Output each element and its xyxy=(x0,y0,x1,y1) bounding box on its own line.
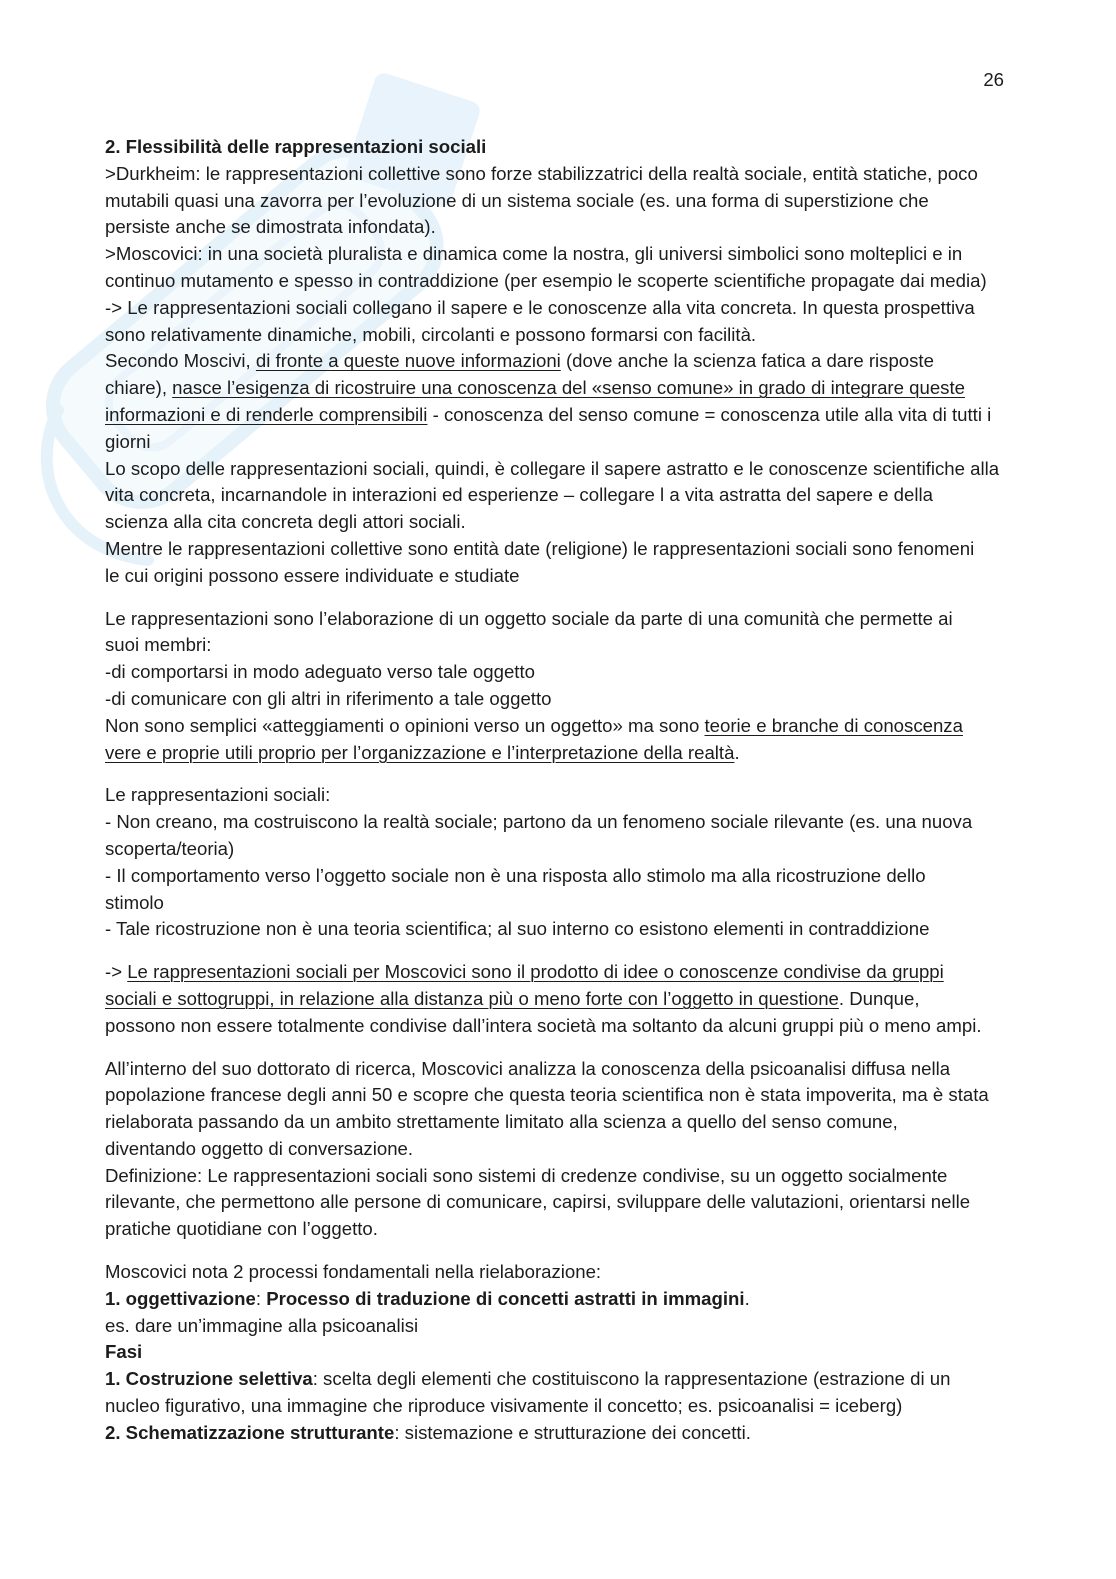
text-segment: Le rappresentazioni sociali: xyxy=(105,784,331,806)
text-line xyxy=(105,536,1025,563)
text-line xyxy=(105,659,1025,686)
text-segment: : sistemazione e strutturazione dei concetti. xyxy=(394,1421,751,1443)
text-line xyxy=(105,1286,1025,1313)
text-line xyxy=(105,959,1025,986)
text-line xyxy=(105,809,1025,836)
text-line xyxy=(105,161,1025,188)
text-segment: continuo mutamento e spesso in contraddizione (per esempio le scoperte scientifiche propagate dai media) xyxy=(105,269,987,291)
text-segment: -di comunicare con gli altri in riferimento a tale oggetto xyxy=(105,687,552,709)
paragraph xyxy=(105,1056,1025,1244)
text-segment: -> Le rappresentazioni sociali collegano il sapere e le conoscenze alla vita concreta. In questa prospettiva xyxy=(105,296,975,318)
text-line xyxy=(105,1109,1025,1136)
text-segment: Mentre le rappresentazioni collettive sono entità date (religione) le rappresentazioni sociali sono fenomeni xyxy=(105,537,975,559)
text-line xyxy=(105,1216,1025,1243)
paragraph xyxy=(105,606,1025,767)
text-line xyxy=(105,241,1025,268)
text-segment: persiste anche se dimostrata infondata). xyxy=(105,216,436,238)
text-line xyxy=(105,1136,1025,1163)
text-segment: sono relativamente dinamiche, mobili, circolanti e possono formarsi con facilità. xyxy=(105,323,757,345)
text-segment: vita concreta, incarnandole in interazioni ed esperienze – collegare l a vita astratta del sapere e della xyxy=(105,484,933,506)
text-line xyxy=(105,1189,1025,1216)
text-segment: rielaborata passando da un ambito strettamente limitato alla scienza a quello del senso comune, xyxy=(105,1111,898,1133)
text-line xyxy=(105,890,1025,917)
text-line xyxy=(105,1056,1025,1083)
text-line xyxy=(105,563,1025,590)
text-segment: -> xyxy=(105,961,128,983)
text-line xyxy=(105,986,1025,1013)
text-line xyxy=(105,606,1025,633)
underlined-text: Le rappresentazioni sociali per Moscovici sono il prodotto di idee o conoscenze condivise da gruppi xyxy=(127,961,944,983)
text-segment: Moscovici nota 2 processi fondamentali nella rielaborazione: xyxy=(105,1261,602,1283)
text-segment: . xyxy=(734,741,740,763)
page-number: 26 xyxy=(983,69,1004,90)
text-line xyxy=(105,375,1025,402)
text-segment: (dove anche la scienza fatica a dare risposte xyxy=(560,350,934,372)
text-segment: suoi membri: xyxy=(105,634,212,656)
text-line xyxy=(105,740,1025,767)
text-segment: : xyxy=(255,1287,267,1309)
text-segment: All’interno del suo dottorato di ricerca, Moscovici analizza la conoscenza della psicoanalisi diffusa nella xyxy=(105,1057,951,1079)
text-segment: stimolo xyxy=(105,891,164,913)
underlined-text: teorie e branche di conoscenza xyxy=(704,714,963,736)
text-line xyxy=(105,1082,1025,1109)
underlined-text: vere e proprie utili proprio per l’organizzazione e l’interpretazione della realtà xyxy=(105,741,735,763)
text-line xyxy=(105,1013,1025,1040)
text-line xyxy=(105,863,1025,890)
text-line xyxy=(105,402,1025,429)
text-segment: rilevante, che permettono alle persone di comunicare, capirsi, sviluppare delle valutazioni, orientarsi nelle xyxy=(105,1191,971,1213)
bold-text: 1. oggettivazione xyxy=(105,1287,256,1309)
text-line xyxy=(105,916,1025,943)
text-segment: >Durkheim: le rappresentazioni collettive sono forze stabilizzatrici della realtà sociale, entità statiche, poco xyxy=(105,162,978,184)
text-segment: Definizione: Le rappresentazioni sociali sono sistemi di credenze condivise, su un oggetto socialmente xyxy=(105,1164,948,1186)
text-segment: Secondo Moscivi, xyxy=(105,350,256,372)
text-line xyxy=(105,1339,1025,1366)
bold-text: 1. Costruzione selettiva xyxy=(105,1368,313,1390)
text-segment: scienza alla cita concreta degli attori sociali. xyxy=(105,511,466,533)
underlined-text: nasce l’esigenza di ricostruire una conoscenza del «senso comune» in grado di integrare queste xyxy=(172,377,965,399)
paragraph xyxy=(105,161,1025,590)
text-segment: Non sono semplici «atteggiamenti o opinioni verso un oggetto» ma sono xyxy=(105,714,705,736)
underlined-text: informazioni e di renderle comprensibili xyxy=(105,403,428,425)
text-segment: - Non creano, ma costruiscono la realtà sociale; partono da un fenomeno sociale rilevante (es. una nuova xyxy=(105,811,973,833)
text-line xyxy=(105,188,1025,215)
text-line xyxy=(105,836,1025,863)
text-line xyxy=(105,632,1025,659)
text-line xyxy=(105,322,1025,349)
text-segment: - conoscenza del senso comune = conoscenza utile alla vita di tutti i xyxy=(427,403,992,425)
text-segment: es. dare un’immagine alla psicoanalisi xyxy=(105,1314,419,1336)
bold-text: 2. Schematizzazione strutturante xyxy=(105,1421,395,1443)
text-segment: chiare), xyxy=(105,377,173,399)
text-segment: - Tale ricostruzione non è una teoria scientifica; al suo interno co esistono elementi in contraddizione xyxy=(105,918,930,940)
text-line xyxy=(105,295,1025,322)
text-segment: nucleo figurativo, una immagine che riproduce visivamente il concetto; es. psicoanalisi = iceberg) xyxy=(105,1395,903,1417)
paragraph xyxy=(105,959,1025,1039)
paragraph xyxy=(105,782,1025,943)
text-segment: . Dunque, xyxy=(838,987,920,1009)
text-line xyxy=(105,348,1025,375)
text-line xyxy=(105,509,1025,536)
text-segment: -di comportarsi in modo adeguato verso tale oggetto xyxy=(105,661,535,683)
text-line xyxy=(105,429,1025,456)
text-segment: giorni xyxy=(105,430,151,452)
text-line xyxy=(105,1259,1025,1286)
text-segment: Le rappresentazioni sono l’elaborazione di un oggetto sociale da parte di una comunità che permette ai xyxy=(105,607,953,629)
text-segment: le cui origini possono essere individuate e studiate xyxy=(105,564,520,586)
bold-text: Fasi xyxy=(105,1341,143,1363)
text-line xyxy=(105,1420,1025,1447)
text-line xyxy=(105,686,1025,713)
underlined-text: sociali e sottogruppi, in relazione alla distanza più o meno forte con l’oggetto in questione xyxy=(105,987,839,1009)
underlined-text: di fronte a queste nuove informazioni xyxy=(255,350,561,372)
text-line xyxy=(105,1163,1025,1190)
text-line xyxy=(105,782,1025,809)
text-line xyxy=(105,456,1025,483)
document-body xyxy=(105,134,1025,1447)
text-segment: scoperta/teoria) xyxy=(105,837,235,859)
text-segment: : scelta degli elementi che costituiscono la rappresentazione (estrazione di un xyxy=(312,1368,951,1390)
text-segment: popolazione francese degli anni 50 e scopre che questa teoria scientifica non è stata impoverita, ma è stata xyxy=(105,1084,989,1106)
text-line xyxy=(105,1366,1025,1393)
section-heading: 2. Flessibilità delle rappresentazioni sociali xyxy=(105,136,487,157)
bold-text: Processo di traduzione di concetti astratti in immagini xyxy=(266,1287,745,1309)
text-segment: >Moscovici: in una società pluralista e dinamica come la nostra, gli universi simbolici sono molteplici e in xyxy=(105,243,963,265)
text-segment: mutabili quasi una zavorra per l’evoluzione di un sistema sociale (es. una forma di superstizione che xyxy=(105,189,929,211)
text-line xyxy=(105,1313,1025,1340)
text-segment: possono non essere totalmente condivise dall’intera società ma soltanto da alcuni gruppi più o meno ampi. xyxy=(105,1014,982,1036)
text-line xyxy=(105,214,1025,241)
text-line xyxy=(105,482,1025,509)
text-segment: Lo scopo delle rappresentazioni sociali, quindi, è collegare il sapere astratto e le conoscenze scientifiche alla xyxy=(105,457,1000,479)
paragraph xyxy=(105,1259,1025,1447)
text-line xyxy=(105,268,1025,295)
text-line xyxy=(105,1393,1025,1420)
text-segment: . xyxy=(744,1287,750,1309)
text-line xyxy=(105,713,1025,740)
text-segment: - Il comportamento verso l’oggetto sociale non è una risposta allo stimolo ma alla ricostruzione dello xyxy=(105,864,926,886)
text-segment: pratiche quotidiane con l’oggetto. xyxy=(105,1218,378,1240)
text-segment: diventando oggetto di conversazione. xyxy=(105,1137,414,1159)
